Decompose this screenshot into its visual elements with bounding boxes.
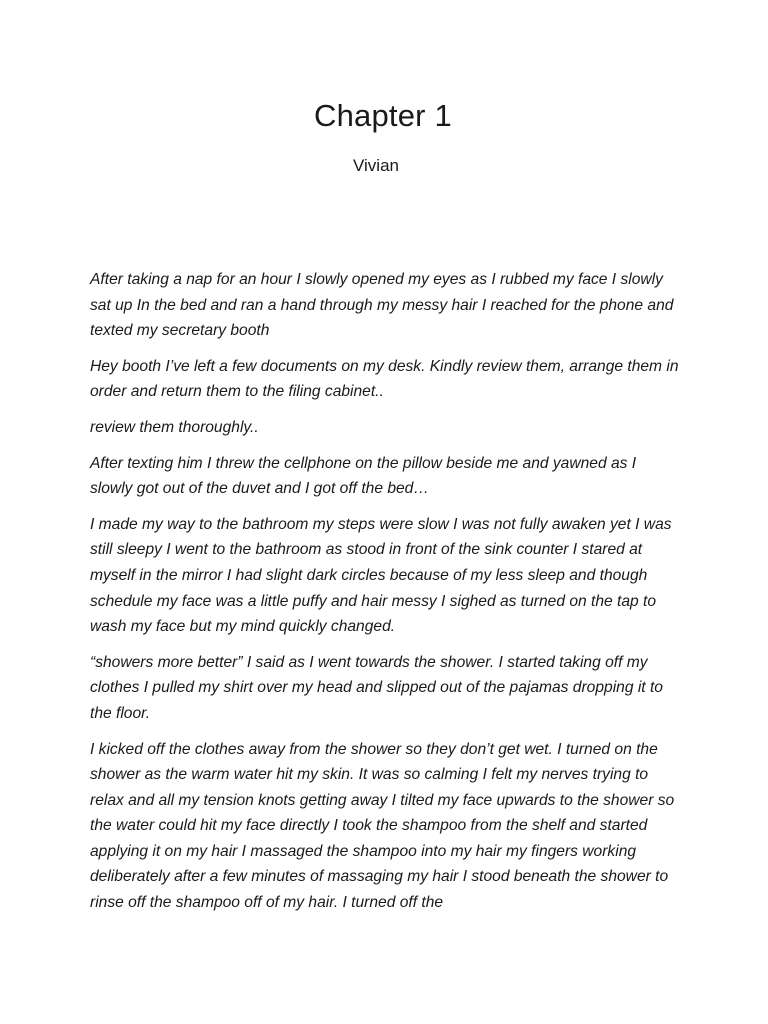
paragraph: I kicked off the clothes away from the shower so they don’t get wet. I turned on the shower as the warm water hit my skin. It was so calming I felt my nerves trying to relax and all my tension knots getting away I tilted my face upwards to the shower so the water could hit my face directly I took the shampoo from the shelf and started applying it on my hair I massaged the shampoo into my hair my fingers working deliberately after a few minutes of massaging my hair I stood beneath the shower to rinse off the shampoo off of my hair. I turned off the [90,740,675,912]
chapter-subtitle: Vivian [353,156,399,175]
paragraph: After texting him I threw the cellphone on the pillow beside me and yawned as I slowly got out of the duvet and I got off the bed… [90,454,637,498]
paragraph: “showers more better” I said as I went towards the shower. I started taking off my clothes I pulled my shirt over my head and slipped out of the pajamas dropping it to the floor. [90,653,663,722]
chapter-body [90,267,680,926]
paragraph: Hey booth I’ve left a few documents on my desk. Kindly review them, arrange them in order and return them to the filing cabinet.. [90,357,679,401]
chapter-title: Chapter 1 [314,98,452,133]
paragraph: review them thoroughly.. [90,418,259,436]
paragraph: After taking a nap for an hour I slowly opened my eyes as I rubbed my face I slowly sat up In the bed and ran a hand through my messy hair I reached for the phone and texted my secretary booth [90,271,674,340]
paragraph: I made my way to the bathroom my steps were slow I was not fully awaken yet I was still sleepy I went to the bathroom as stood in front of the sink counter I stared at myself in the mirror I had slight dark circles because of my less sleep and though schedule my face was a little puffy and hair messy I sighed as turned on the tap to wash my face but my mind quickly changed. [90,515,672,636]
